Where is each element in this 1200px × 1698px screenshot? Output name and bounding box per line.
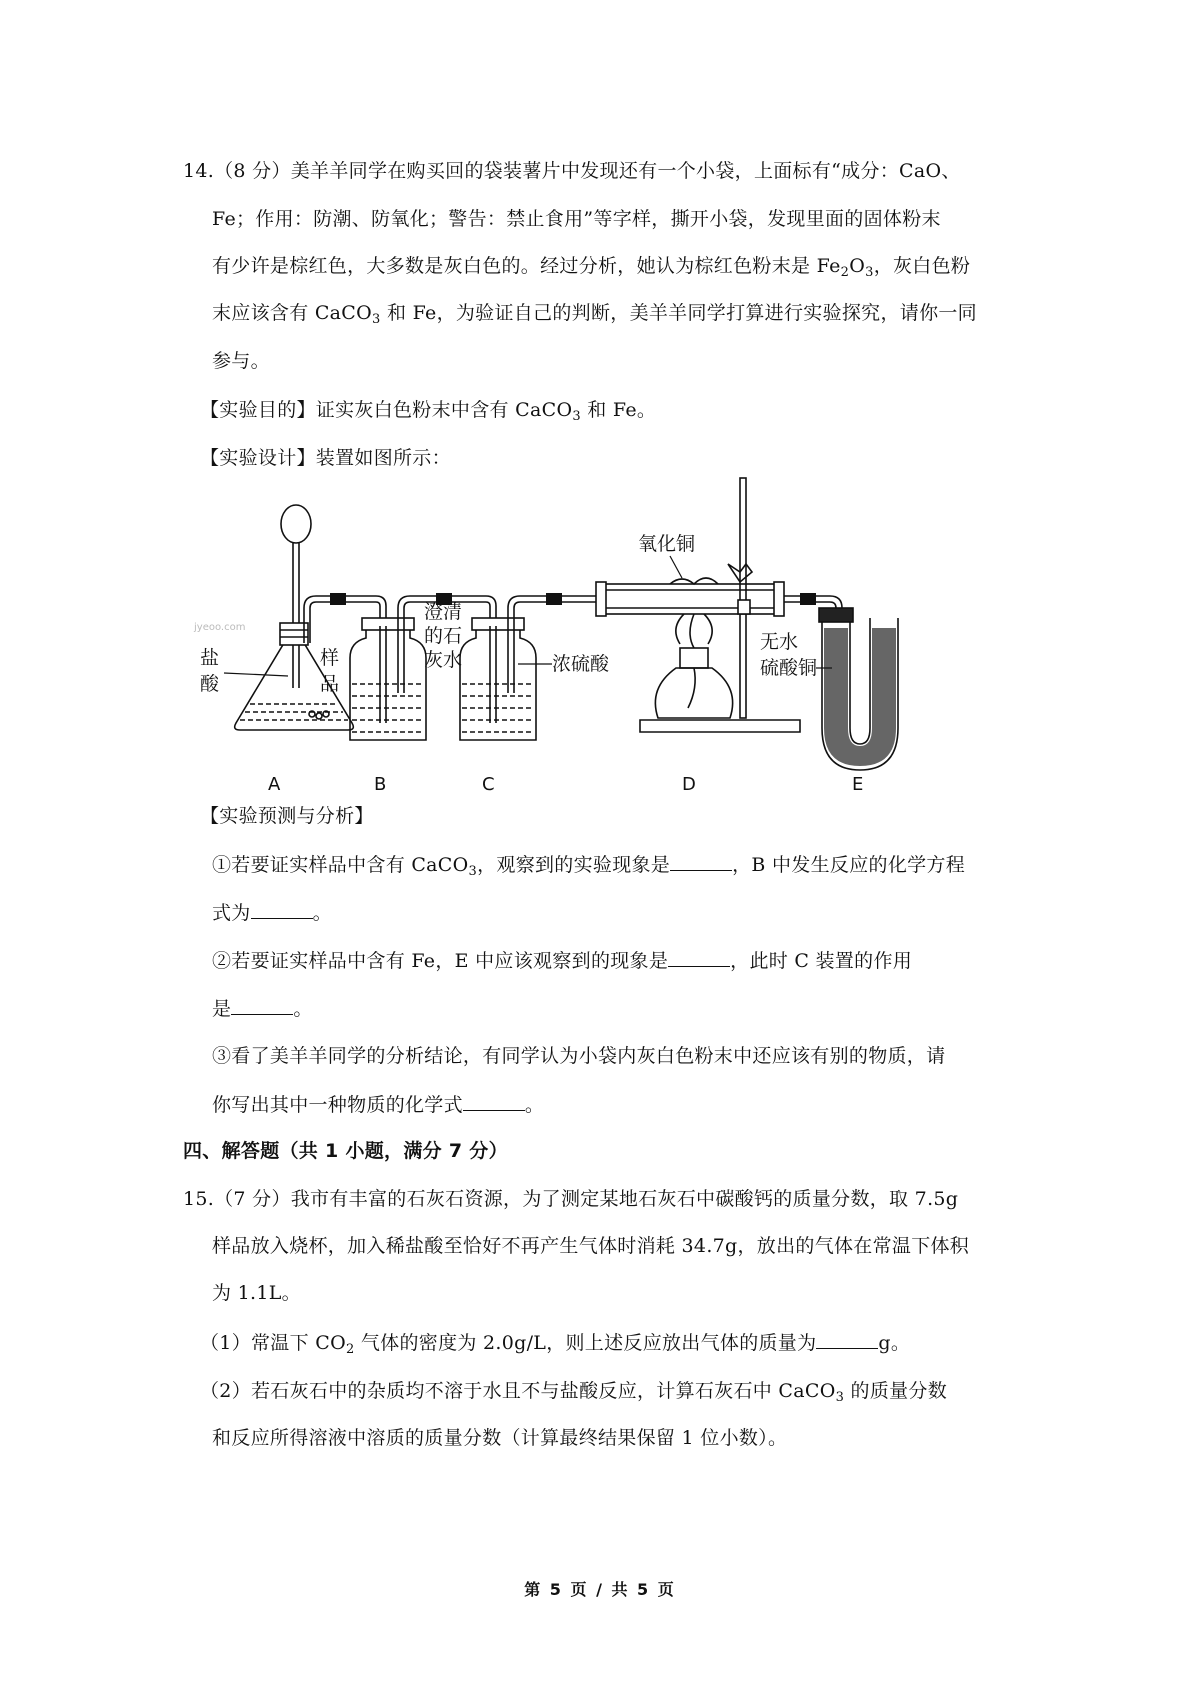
funnel-bulb xyxy=(281,505,311,543)
label-cuo: 氧化铜 xyxy=(638,533,696,555)
q14-line-5: 参与。 xyxy=(212,350,270,372)
label-sample-1: 样 xyxy=(320,647,340,669)
letter-a: A xyxy=(268,774,281,795)
letter-c: C xyxy=(482,774,495,795)
q14-p3-line-1: ③看了美羊羊同学的分析结论，有同学认为小袋内灰白色粉末中还应该有别的物质，请 xyxy=(212,1045,946,1067)
letter-e: E xyxy=(852,774,864,795)
answer-blank[interactable] xyxy=(251,900,313,919)
letter-d: D xyxy=(682,774,696,795)
answer-blank[interactable] xyxy=(668,948,730,967)
apparatus-diagram xyxy=(194,478,1000,798)
label-cuso4-2: 硫酸铜 xyxy=(760,657,818,679)
q15-line-3: 为 1.1L。 xyxy=(212,1282,301,1304)
label-hcl-2: 酸 xyxy=(200,673,220,695)
combustion-tube xyxy=(600,584,780,614)
q14-p2-line-2: 是 。 xyxy=(212,998,313,1020)
answer-blank[interactable] xyxy=(816,1330,878,1349)
page-footer: 第 5 页 / 共 5 页 xyxy=(524,1580,676,1599)
q14-p3-line-2: 你写出其中一种物质的化学式 。 xyxy=(212,1094,545,1116)
bottle-b xyxy=(350,626,426,740)
bottle-c xyxy=(460,626,536,740)
label-limewater-3: 灰水 xyxy=(424,649,463,671)
q14-p1-line-2: 式为 。 xyxy=(212,902,332,924)
label-limewater-1: 澄清 xyxy=(424,601,463,623)
answer-blank[interactable] xyxy=(463,1092,525,1111)
label-hcl-1: 盐 xyxy=(200,647,220,669)
answer-blank[interactable] xyxy=(231,996,293,1015)
q15-sub-2-line-2: 和反应所得溶液中溶质的质量分数（计算最终结果保留 1 位小数）。 xyxy=(212,1427,788,1449)
q14-design: 【实验设计】装置如图所示： xyxy=(200,447,451,469)
flame xyxy=(676,614,712,648)
q15-sub-1: （1）常温下 $CO_2$ 气体的密度为 2.0g/L，则上述反应放出气体的质量为 g。 xyxy=(200,1332,911,1357)
section-4-heading: 四、解答题（共 1 小题，满分 7 分） xyxy=(183,1140,508,1162)
q14-line-3: 有少许是棕红色，大多数是灰白色的。经过分析，她认为棕红色粉末是 $Fe_2O_3$，灰白色粉 xyxy=(212,255,971,280)
answer-blank[interactable] xyxy=(670,852,732,871)
label-cuso4-1: 无水 xyxy=(760,631,799,653)
label-limewater-2: 的石 xyxy=(424,625,463,647)
iron-stand xyxy=(740,478,746,718)
watermark: jyeoo.com xyxy=(194,622,246,633)
label-h2so4: 浓硫酸 xyxy=(552,653,610,675)
q14-p2-line-1: ②若要证实样品中含有 Fe，E 中应该观察到的现象是 ，此时 C 装置的作用 xyxy=(212,950,913,972)
q14-predict: 【实验预测与分析】 xyxy=(200,805,374,827)
q14-line-4: 末应该含有 CaCO$_3$ 和 Fe，为验证自己的判断，美羊羊同学打算进行实验探究，请你一同 xyxy=(212,302,977,327)
q14-line-2: Fe；作用：防潮、防氧化；警告：禁止食用”等字样，撕开小袋，发现里面的固体粉末 xyxy=(212,208,941,230)
q15-line-1: 15.（7 分）我市有丰富的石灰石资源，为了测定某地石灰石中碳酸钙的质量分数，取 7.5g xyxy=(183,1188,959,1210)
q15-sub-2-line-1: （2）若石灰石中的杂质均不溶于水且不与盐酸反应，计算石灰石中 CaCO$_3$ 的质量分数 xyxy=(200,1380,948,1405)
q14-line-1: 14.（8 分）美羊羊同学在购买回的袋装薯片中发现还有一个小袋，上面标有“成分：CaO、 xyxy=(183,160,961,182)
q14-p1-line-1: ①若要证实样品中含有 CaCO$_3$，观察到的实验现象是 ，B 中发生反应的化学方程 xyxy=(212,854,966,879)
stand-base xyxy=(640,720,800,732)
q15-line-2: 样品放入烧杯，加入稀盐酸至恰好不再产生气体时消耗 34.7g，放出的气体在常温下体积 xyxy=(212,1235,970,1257)
letter-b: B xyxy=(374,774,387,795)
q14-purpose: 【实验目的】证实灰白色粉末中含有 CaCO$_3$ 和 Fe。 xyxy=(200,399,657,424)
label-sample-2: 品 xyxy=(320,673,340,695)
